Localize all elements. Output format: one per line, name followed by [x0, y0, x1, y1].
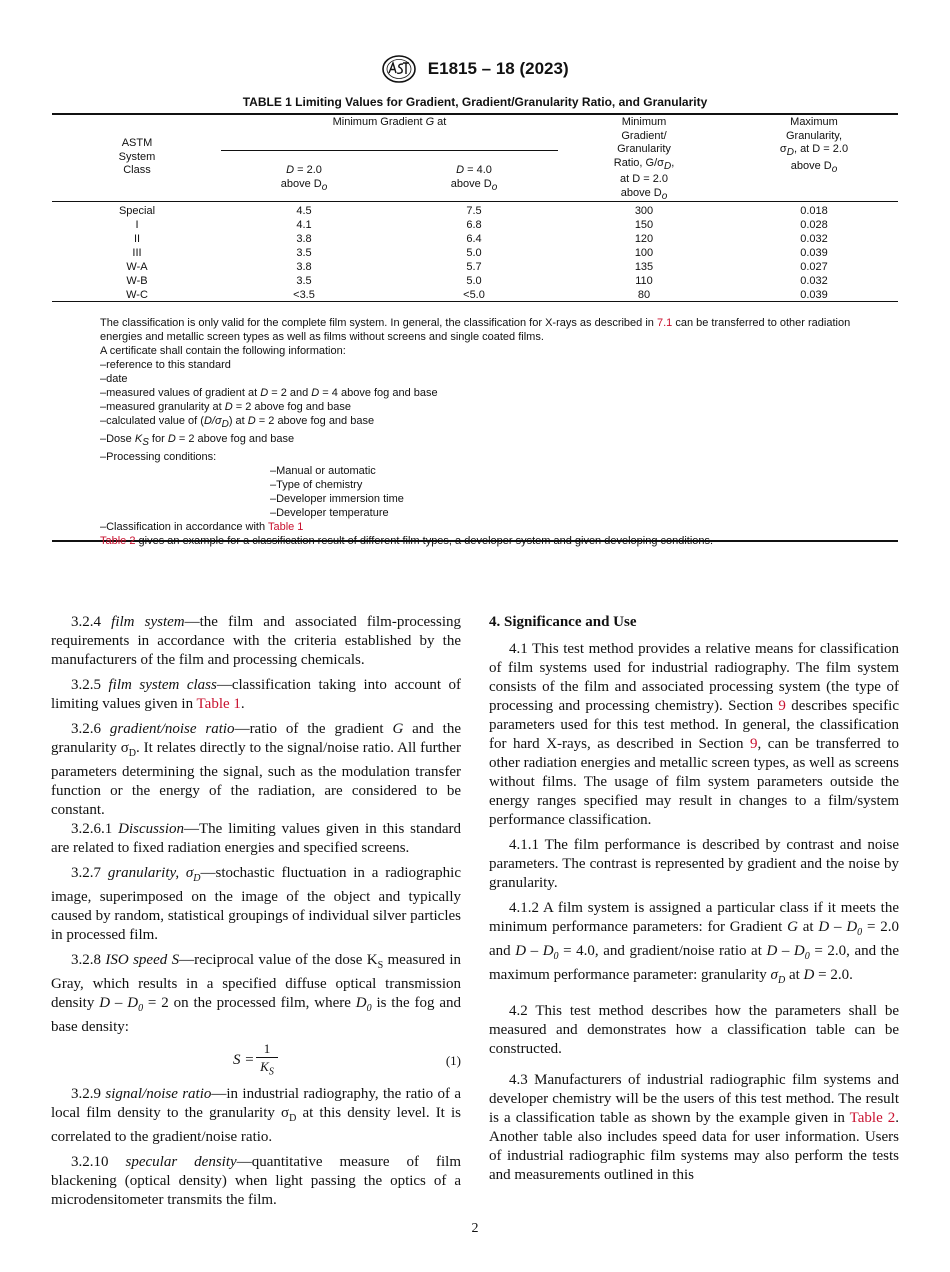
left-column: [51, 613, 461, 1216]
equation-lhs: S =: [233, 1052, 255, 1068]
note-line: –calculated value of $(D/\sigma_D)$ at D = 2 above fog and base: [100, 415, 375, 431]
document-id: E1815 – 18 (2023): [427, 59, 569, 78]
note-line: –measured granularity at D = 2 above fog and base: [100, 401, 352, 413]
para-4-1-2: 4.1.2 A film system is assigned a particular class if it meets the minimum performance parameters: for Gradient G at $D - D_0 = 2.0$ and $D - D_0 = 4.0$, and gradient/noise ratio at $D - D_0 = 2.0$, and the maximum performance parameter: granularity $\sigma_D$ at D = 2.0.: [489, 900, 899, 986]
para-3-2-10: 3.2.10 specular density—quantitative measure of film blackening (optical density) when light passing the optics of a microdensitometer transmits the film.: [51, 1154, 462, 1208]
section-7-1-link[interactable]: 7.1: [656, 317, 673, 329]
para-3-2-5: 3.2.5 film system class—classification taking into account of limiting values given in Table 1.: [51, 677, 461, 712]
note-line: –Dose $K_S$ for D = 2 above fog and base: [100, 433, 295, 449]
para-3-2-7: 3.2.7 granularity, $\sigma_D—stochastic$ fluctuation in a radiographic image, superimposed on the image of the object and typically caused by random, statistical groupings of individual silver particles in processed film.: [51, 865, 461, 943]
table-1-link[interactable]: Table 1: [267, 521, 304, 534]
note-line: –date: [100, 373, 128, 385]
table-row: II 3.8 6.4 120 0.032: [133, 233, 828, 245]
note-line: –Type of chemistry: [270, 479, 363, 492]
equation-number: (1): [445, 1053, 461, 1068]
para-4-2: 4.2 This test method describes how the parameters shall be measured and demonstrates how a classification table can be constructed.: [489, 1003, 899, 1057]
header-min-gradient: Minimum Gradient G at: [332, 116, 447, 128]
note-line: –Processing conditions:: [100, 451, 217, 464]
table-row: III 3.5 5.0 100 0.039: [132, 247, 828, 259]
table-row: W-C <3.5 <5.0 80 0.039: [126, 289, 828, 301]
para-4-3: 4.3 Manufacturers of industrial radiographic film systems and developer chemistry will be the users of this test method. The result is a classification table as shown by the example given in Table 2. Another table also includes speed data for user information. Users of industrial radiographic film systems may also perform the tests and measurements outlined in this: [489, 1072, 899, 1183]
header-d2: D = 2.0 above $D_o$: [280, 164, 328, 193]
note-line: –Developer temperature: [270, 507, 389, 520]
header-d4: D = 4.0 above $D_o$: [450, 164, 498, 193]
note-line: Table 2 gives an example for a classification result of different film types, a developer system and given developing conditions.: [100, 535, 714, 548]
section-9-link[interactable]: 9: [750, 736, 758, 752]
note-line: –reference to this standard: [100, 359, 231, 371]
table-top-rule: [52, 113, 898, 115]
para-3-2-6-1: 3.2.6.1 Discussion—The limiting values given in this standard are related to fixed radiation energies and specified screens.: [51, 821, 461, 856]
note-line: –Classification in accordance with Table 1: [100, 521, 304, 534]
note-line: –measured values of gradient at D = 2 and D = 4 above fog and base: [100, 387, 438, 399]
page-header: [0, 54, 950, 84]
equation-1: [51, 1041, 461, 1081]
table-notes: [100, 316, 890, 548]
table-row: W-B 3.5 5.0 110 0.032: [126, 275, 828, 287]
note-line: –Developer immersion time: [270, 493, 404, 506]
table-row: W-A 3.8 5.7 135 0.027: [126, 261, 828, 273]
para-4-1: 4.1 This test method provides a relative means for classification of film systems used for industrial radiography. The film system consists of the film and associated processing system (the type of processing and processing chemistry). Section 9 describes specific parameters used for this test method. In general, the classification for hard X-rays, as described in Section 9, can be transferred to other radiation energies and metallic screen types, as well as screens without films. The usage of film system parameters outside the energy ranges specified may result in changes to a film/system performance classification.: [489, 641, 899, 828]
header-system-class: ASTM System Class: [118, 137, 156, 176]
section-heading: 4. Significance and Use: [489, 614, 637, 630]
right-column: [489, 613, 899, 1191]
table-sub-rule: [221, 150, 558, 151]
table-1-link[interactable]: Table 1: [196, 696, 241, 712]
table-row: Special 4.5 7.5 300 0.018: [118, 205, 828, 217]
astm-logo-icon: [381, 54, 417, 84]
para-4-1-1: 4.1.1 The film performance is described by contrast and noise parameters. The contrast is represented by gradient and the noise by granularity.: [489, 837, 899, 891]
section-9-link[interactable]: 9: [778, 698, 786, 714]
note-line: –Manual or automatic: [270, 465, 376, 478]
page-number: 2: [471, 1221, 479, 1236]
header-gradient-granularity-ratio: Minimum Gradient/ Granularity Ratio, $G/\sigma_D$, at D = 2.0 above $D_o$: [613, 116, 675, 202]
header-max-granularity: Maximum Granularity, $\sigma_D$, at D = 2.0 above $D_o$: [779, 116, 849, 175]
table-row: I 4.1 6.8 150 0.028: [135, 219, 828, 231]
para-3-2-9: 3.2.9 signal/noise ratio—in industrial radiography, the ratio of a local film density to the granularity $\sigma_D$ at this density level. It is correlated to the gradient/noise ratio.: [51, 1086, 462, 1145]
table-2-link[interactable]: Table 2: [100, 535, 136, 548]
para-3-2-4: 3.2.4 film system—the film and associated film-processing requirements in accordance with the criteria established by the manufacturers of the film and processing chemicals.: [51, 614, 462, 668]
para-3-2-8: 3.2.8 ISO speed S—reciprocal value of the dose $K_S$ measured in Gray, which results in a specified diffuse optical transmission density $D - D_0 = 2$ on the processed film, where $D_0$ is the fog and base density:: [51, 952, 462, 1035]
note-line: A certificate shall contain the following information:: [100, 345, 346, 357]
para-3-2-6: 3.2.6 gradient/noise ratio—ratio of the gradient G and the granularity $\sigma_D$. It relates directly to the signal/noise ratio. All further parameters determining the signal, such as the modulation transfer function or the energy of the radiation, are considered to be constant.: [51, 721, 461, 818]
table-header-rule: [52, 201, 898, 202]
equation-fraction: $\frac{1}{K_S}$: [256, 1041, 278, 1082]
note-classification: The classification is only valid for the complete film system. In general, the classification for X-rays as described in 7.1 can be transferred to other radiation energies and metallic screen types as well as films without screens and single coated films.: [100, 317, 851, 343]
table-title: TABLE 1 Limiting Values for Gradient, Gradient/Granularity Ratio, and Granularity: [242, 95, 708, 109]
table-2-link[interactable]: Table 2: [849, 1110, 896, 1126]
